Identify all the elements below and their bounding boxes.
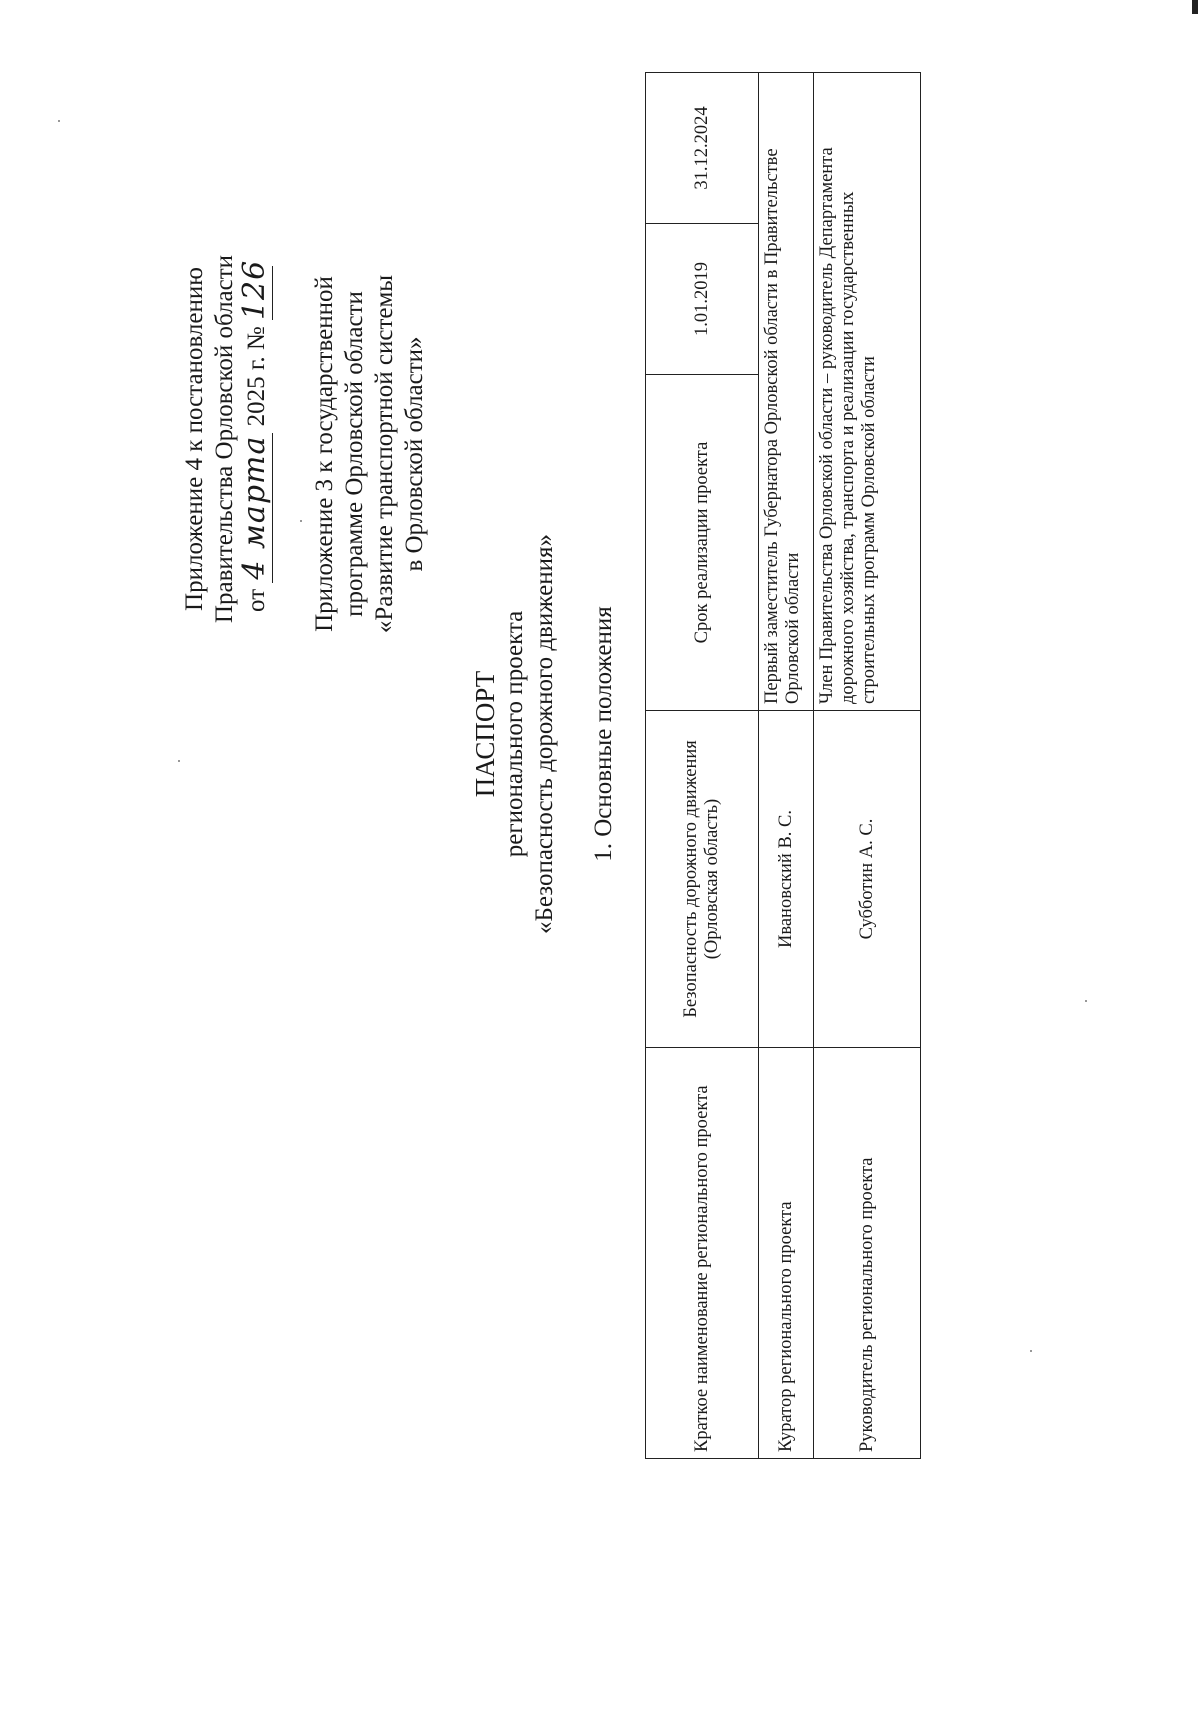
appendix-3-line4: в Орловской области» bbox=[401, 336, 428, 572]
curator-position: Первый заместитель Губернатора Орловской области в Правительстве Орловской области bbox=[759, 73, 814, 711]
project-short-name: Безопасность дорожного движения (Орловская область) bbox=[646, 711, 759, 1048]
section-heading: 1. Основные положения bbox=[590, 606, 617, 862]
date-suffix: 2025 г. № bbox=[243, 326, 270, 427]
row-label: Краткое наименование регионального проекта bbox=[646, 1048, 759, 1459]
handwritten-number: 126 bbox=[237, 259, 272, 321]
curator-name: Ивановский В. С. bbox=[759, 711, 814, 1048]
head-name: Субботин А. С. bbox=[814, 711, 921, 1048]
term-label: Срок реализации проекта bbox=[646, 375, 759, 711]
title-line1: ПАСПОРТ bbox=[470, 670, 500, 798]
row-label: Куратор регионального проекта bbox=[759, 1048, 814, 1459]
row-label: Руководитель регионального проекта bbox=[814, 1048, 921, 1459]
appendix-4-date-line bbox=[237, 219, 273, 659]
basic-provisions-table bbox=[645, 72, 921, 1459]
start-date: 1.01.2019 bbox=[646, 224, 759, 375]
appendix-3-header bbox=[310, 234, 430, 674]
appendix-4-header bbox=[180, 219, 273, 659]
appendix-4-line1: Приложение 4 к постановлению bbox=[181, 267, 208, 611]
appendix-3-line2: программе Орловской области bbox=[341, 291, 368, 617]
title-line3: «Безопасность дорожного движения» bbox=[531, 533, 558, 935]
date-prefix: от bbox=[243, 588, 270, 612]
appendix-3-line3: «Развитие транспортной системы bbox=[371, 274, 398, 634]
handwritten-date: 4 марта bbox=[237, 435, 272, 580]
table-row bbox=[646, 73, 759, 1459]
end-date: 31.12.2024 bbox=[646, 73, 759, 224]
number-field bbox=[237, 259, 273, 321]
date-signature-field bbox=[237, 433, 273, 583]
appendix-4-line2: Правительства Орловской области bbox=[211, 254, 238, 624]
title-line2: регионального проекта bbox=[501, 610, 528, 858]
head-position: Член Правительства Орловской области – руководитель Департамента дорожного хозяйства, транспорта и реализации государственных строительных программ Орловской области bbox=[814, 73, 921, 711]
table-row bbox=[814, 73, 921, 1459]
passport-title bbox=[470, 234, 560, 1234]
appendix-3-line1: Приложение 3 к государственной bbox=[311, 276, 338, 632]
table-row bbox=[759, 73, 814, 1459]
